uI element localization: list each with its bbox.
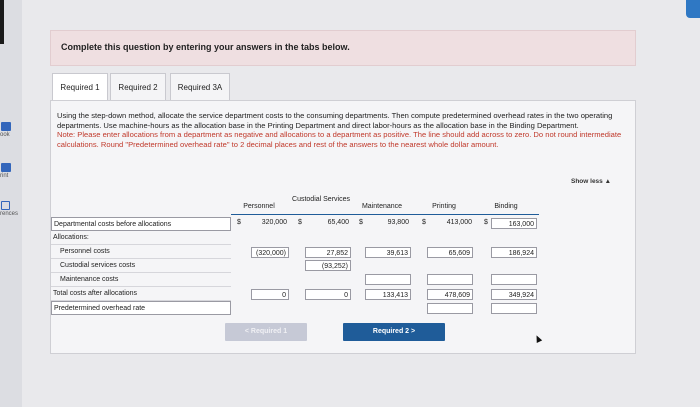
cell-value[interactable]: 413,000 [446, 219, 472, 226]
show-less-toggle[interactable]: Show less ▲ [571, 178, 612, 185]
left-rail [0, 0, 22, 407]
row-label-total-costs: Total costs after allocations [51, 287, 231, 301]
column-header-maintenance: Maintenance [361, 203, 403, 210]
column-header-custodial-services: Custodial Services [292, 196, 350, 203]
row-label-maintenance-costs: Maintenance costs [51, 273, 231, 287]
cell-input[interactable]: 349,924 [491, 289, 537, 300]
currency-symbol: $ [422, 219, 426, 226]
row-label-custodial-costs: Custodial services costs [51, 259, 231, 273]
tab-panel [50, 100, 636, 354]
cell-value[interactable]: 65,400 [327, 219, 349, 226]
book-icon [1, 122, 11, 131]
currency-symbol: $ [298, 219, 302, 226]
references-icon [1, 201, 10, 210]
column-header-binding: Binding [494, 203, 518, 210]
cell-input[interactable] [427, 274, 473, 285]
currency-symbol: $ [237, 219, 241, 226]
cell-input[interactable]: 65,609 [427, 247, 473, 258]
cell-input[interactable]: (320,000) [251, 247, 289, 258]
rail-item-label: rences [0, 211, 19, 217]
cell-input[interactable]: 478,609 [427, 289, 473, 300]
rail-item-references[interactable] [0, 201, 22, 217]
cell-input[interactable] [491, 303, 537, 314]
cell-input[interactable]: 133,413 [365, 289, 411, 300]
instructions [57, 111, 629, 149]
cell-value[interactable]: 93,800 [387, 219, 409, 226]
question-header [50, 30, 636, 66]
cell-input[interactable]: 0 [251, 289, 289, 300]
rail-item-label: rint [0, 173, 9, 179]
rail-marker [0, 0, 4, 44]
instructions-note: Note: Please enter allocations from a department as negative and allocations to a department as positive. The line should add across to zero. Do not round intermediate calculations. Round "Predetermined overhead rate" to 2 decimal places and rest of the answers to the nearest whole dollar amount. [57, 130, 622, 149]
tab-required-1[interactable]: Required 1 [52, 73, 108, 101]
tab-required-3a[interactable]: Required 3A [170, 73, 230, 101]
rail-item-print[interactable] [0, 163, 22, 179]
print-icon [1, 163, 11, 172]
corner-tab[interactable] [686, 0, 700, 18]
cell-input[interactable]: 39,613 [365, 247, 411, 258]
cell-input[interactable] [365, 274, 411, 285]
cell-input[interactable]: (93,252) [305, 260, 351, 271]
cell-input[interactable]: 163,000 [491, 218, 537, 229]
cell-input[interactable]: 0 [305, 289, 351, 300]
cell-input[interactable]: 186,924 [491, 247, 537, 258]
cell-input[interactable] [491, 274, 537, 285]
cell-value[interactable]: 320,000 [261, 219, 287, 226]
rail-item-ebook[interactable] [0, 122, 22, 138]
instructions-main: Using the step-down method, allocate the service department costs to the consuming departments. Then compute predetermined overhead rates in the two operating departments. Use machine-hours as the allocation base in the Printing Department and direct labor-hours as the allocation base in the Binding Department. [57, 111, 613, 130]
rail-item-label: ook [0, 132, 10, 138]
currency-symbol: $ [359, 219, 363, 226]
currency-symbol: $ [484, 219, 488, 226]
row-label-overhead-rate: Predetermined overhead rate [51, 301, 231, 315]
column-header-personnel: Personnel [243, 203, 275, 210]
question-title: Complete this question by entering your answers in the tabs below. [61, 42, 350, 52]
next-required-button[interactable]: Required 2 > [343, 323, 445, 341]
row-label-departmental-costs: Departmental costs before allocations [51, 217, 231, 231]
prev-required-button[interactable]: < Required 1 [225, 323, 307, 341]
column-header-printing: Printing [432, 203, 456, 210]
cell-input[interactable] [427, 303, 473, 314]
cell-input[interactable]: 27,852 [305, 247, 351, 258]
row-label-personnel-costs: Personnel costs [51, 245, 231, 259]
tab-required-2[interactable]: Required 2 [110, 73, 166, 101]
header-divider [231, 214, 539, 215]
row-label-allocations: Allocations: [51, 231, 231, 245]
